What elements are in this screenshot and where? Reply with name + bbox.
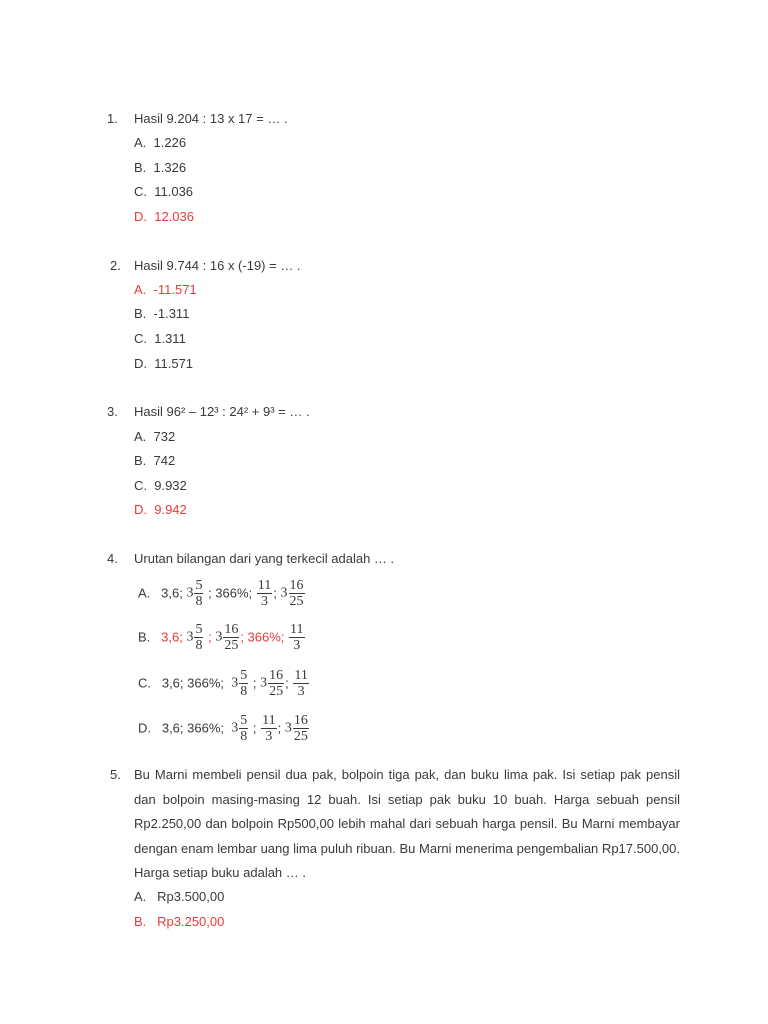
fraction: $\frac{5}{8}$: [195, 578, 203, 610]
option-text: 11.571: [154, 356, 194, 371]
option-letter: C.: [134, 331, 147, 346]
option-letter: D.: [134, 356, 147, 371]
q3-option-a[interactable]: [134, 429, 175, 445]
whole-number: 3: [280, 585, 288, 601]
fraction: $\frac{11}{3}$: [290, 622, 304, 654]
option-text: 1.311: [154, 331, 186, 346]
question-1-text: Hasil 9.204 : 13 x 17 = … .: [134, 111, 288, 126]
q1-option-a[interactable]: [134, 135, 186, 151]
separator: ;: [252, 720, 257, 736]
question-5-number: 5.: [110, 767, 121, 782]
option-letter: A.: [134, 282, 147, 297]
fraction: $\frac{5}{8}$: [195, 622, 203, 654]
option-letter: A.: [134, 429, 147, 444]
question-1-number: 1.: [107, 111, 118, 126]
q5-option-a[interactable]: [134, 889, 224, 905]
option-text: 1.226: [153, 135, 187, 150]
separator: ; 366%;: [208, 585, 253, 601]
option-letter: D.: [134, 502, 147, 517]
q1-option-d-answer[interactable]: [134, 209, 194, 225]
option-text: -11.571: [153, 282, 197, 297]
option-letter: B.: [134, 914, 147, 929]
q4-option-a[interactable]: [138, 576, 306, 610]
option-prefix: 3,6; 366%;: [161, 720, 224, 736]
option-letter: B.: [134, 306, 147, 321]
question-2-text: Hasil 9.744 : 16 x (-19) = … .: [134, 258, 301, 273]
whole-number: 3: [231, 675, 239, 691]
q3-option-d-answer[interactable]: [134, 502, 187, 518]
fraction: $\frac{5}{8}$: [240, 713, 248, 745]
whole-number: 3: [284, 720, 292, 736]
option-text: 732: [153, 429, 176, 444]
option-letter: B.: [134, 160, 147, 175]
whole-number: 3: [260, 675, 268, 691]
question-3-number: 3.: [107, 404, 118, 419]
question-5-text: Bu Marni membeli pensil dua pak, bolpoin tiga pak, dan buku lima pak. Isi setiap pak pensil dan bolpoin masing-masing 12 buah. Isi setiap pak buku 10 buah. Harga sebuah pensil Rp2.250,00 dan bolpoin Rp500,00 lebih mahal dari sebuah harga pensil. Bu Marni membayar dengan enam lembar uang lima puluh ribuan. Bu Marni menerima pengembalian Rp17.500,00. Harga setiap buku adalah … .: [134, 767, 680, 880]
question-3-text: Hasil 96² – 12³ : 24² + 9³ = … .: [134, 404, 310, 419]
option-prefix: 3,6;: [161, 585, 183, 601]
q2-option-b[interactable]: [134, 306, 189, 322]
option-letter: B.: [134, 453, 147, 468]
q1-option-b[interactable]: [134, 160, 186, 176]
q4-option-c[interactable]: [138, 666, 310, 700]
q2-option-c[interactable]: [134, 331, 186, 347]
whole-number: 3: [186, 585, 194, 601]
option-letter: C.: [134, 184, 147, 199]
separator: ;: [273, 585, 277, 601]
q1-option-c[interactable]: [134, 184, 193, 200]
option-letter: A.: [134, 135, 147, 150]
fraction: $\frac{11}{3}$: [262, 713, 276, 745]
separator: ;: [285, 675, 289, 691]
separator: ; 366%;: [240, 629, 285, 645]
q3-option-b[interactable]: [134, 453, 175, 469]
option-prefix: 3,6; 366%;: [161, 675, 224, 691]
option-letter: D.: [134, 209, 147, 224]
q2-option-d[interactable]: [134, 356, 193, 372]
fraction: $\frac{16}{25}$: [289, 578, 304, 610]
q2-option-a-answer[interactable]: [134, 282, 197, 298]
option-text: 9.942: [154, 502, 187, 517]
option-letter: C.: [134, 478, 147, 493]
separator: ;: [208, 629, 212, 645]
fraction: $\frac{11}{3}$: [294, 668, 308, 700]
option-prefix: 3,6;: [161, 629, 183, 645]
q5-option-b-answer[interactable]: [134, 914, 224, 930]
option-text: 1.326: [153, 160, 187, 175]
whole-number: 3: [186, 629, 194, 645]
option-letter: D.: [138, 720, 151, 736]
question-4-text: Urutan bilangan dari yang terkecil adalah … .: [134, 551, 395, 566]
option-text: 9.932: [154, 478, 187, 493]
fraction: $\frac{16}{25}$: [224, 622, 239, 654]
fraction: $\frac{11}{3}$: [257, 578, 272, 610]
option-text: -1.311: [153, 306, 190, 321]
option-text: 742: [153, 453, 176, 468]
question-2-number: 2.: [110, 258, 121, 273]
option-letter: A.: [138, 585, 151, 601]
option-letter: C.: [138, 675, 151, 691]
fraction: $\frac{16}{25}$: [269, 668, 284, 700]
option-letter: B.: [138, 629, 151, 645]
whole-number: 3: [215, 629, 223, 645]
option-text: Rp3.500,00: [157, 889, 225, 904]
q4-option-b-answer[interactable]: [138, 620, 306, 654]
separator: ;: [277, 720, 282, 736]
separator: ;: [252, 675, 257, 691]
q3-option-c[interactable]: [134, 478, 187, 494]
fraction: $\frac{16}{25}$: [293, 713, 308, 745]
fraction: $\frac{5}{8}$: [240, 668, 248, 700]
question-4-number: 4.: [107, 551, 118, 566]
option-text: Rp3.250,00: [157, 914, 225, 929]
whole-number: 3: [231, 720, 239, 736]
option-letter: A.: [134, 889, 147, 904]
option-text: 11.036: [154, 184, 194, 199]
q4-option-d[interactable]: [138, 711, 310, 745]
option-text: 12.036: [154, 209, 194, 224]
